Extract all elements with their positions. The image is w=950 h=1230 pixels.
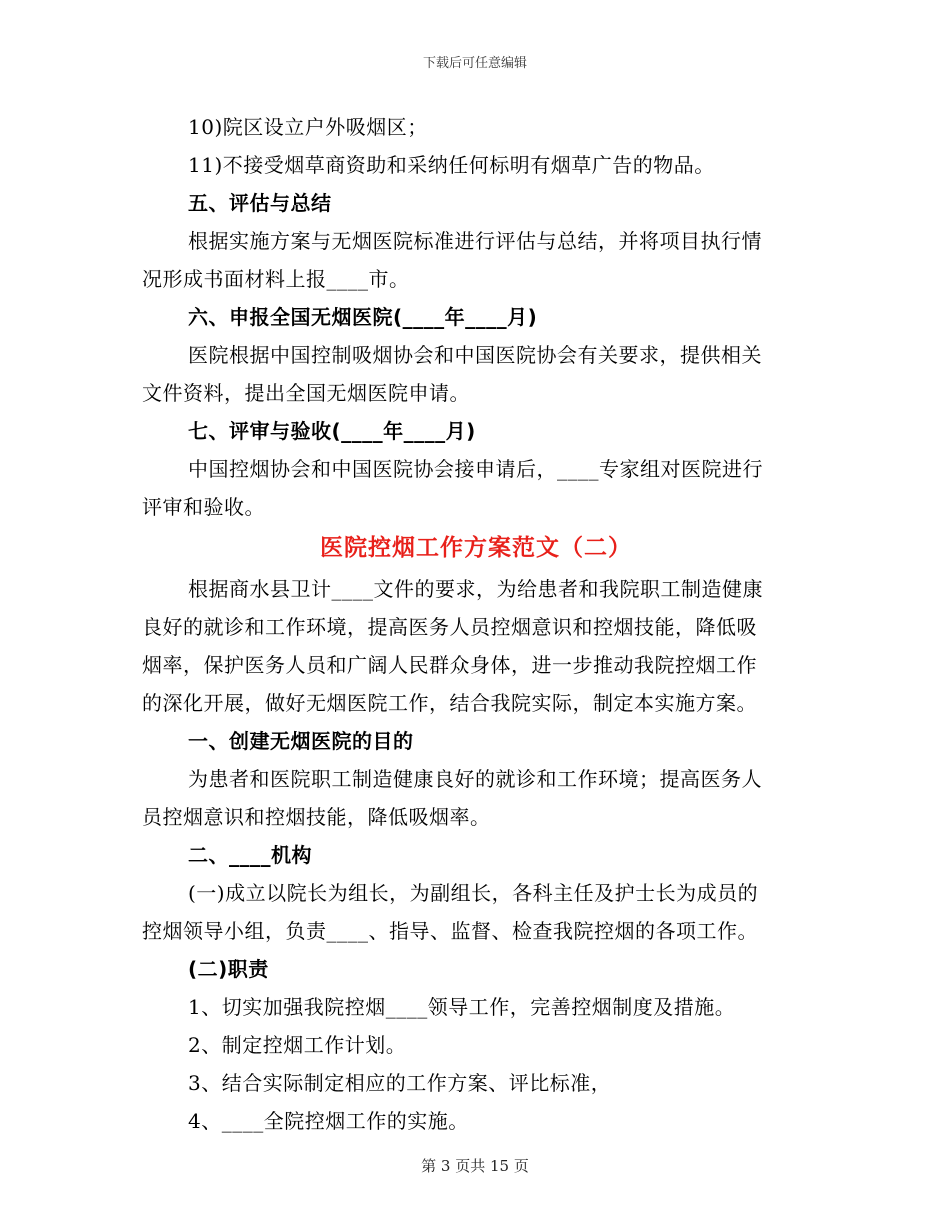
text-line: 的深化开展，做好无烟医院工作，结合我院实际，制定本实施方案。 bbox=[142, 691, 757, 715]
text-line: 评审和验收。 bbox=[142, 495, 265, 519]
section-heading: 七、评审与验收(____年____月) bbox=[188, 419, 476, 443]
document-body bbox=[142, 108, 810, 1140]
page-footer: 第 3 页共 15 页 bbox=[421, 1157, 529, 1175]
text-line: 4、____全院控烟工作的实施。 bbox=[188, 1109, 469, 1133]
text-line: 中国控烟协会和中国医院协会接申请后，____专家组对医院进行 bbox=[188, 457, 763, 481]
text-line: 控烟领导小组，负责____、指导、监督、检查我院控烟的各项工作。 bbox=[142, 919, 758, 943]
text-line: 根据实施方案与无烟医院标准进行评估与总结，并将项目执行情 bbox=[188, 229, 762, 253]
section-heading: 一、创建无烟医院的目的 bbox=[188, 729, 414, 753]
text-line: 11)不接受烟草商资助和采纳任何标明有烟草广告的物品。 bbox=[188, 153, 715, 177]
text-line: 2、制定控烟工作计划。 bbox=[188, 1033, 407, 1057]
text-line: 烟率，保护医务人员和广阔人民群众身体，进一步推动我院控烟工作 bbox=[142, 653, 757, 677]
text-line: 为患者和医院职工制造健康良好的就诊和工作环境；提高医务人 bbox=[188, 767, 762, 791]
text-line: (一)成立以院长为组长，为副组长，各科主任及护士长为成员的 bbox=[188, 881, 759, 905]
section-heading: 五、评估与总结 bbox=[188, 191, 332, 215]
text-line: 10)院区设立户外吸烟区； bbox=[188, 115, 428, 139]
section-heading: (二)职责 bbox=[188, 957, 269, 981]
text-line: 根据商水县卫计____文件的要求，为给患者和我院职工制造健康 bbox=[188, 577, 763, 601]
text-line: 3、结合实际制定相应的工作方案、评比标准， bbox=[188, 1071, 612, 1095]
text-line: 员控烟意识和控烟技能，降低吸烟率。 bbox=[142, 805, 491, 829]
section-heading: 六、申报全国无烟医院(____年____月) bbox=[188, 305, 538, 329]
text-line: 医院根据中国控制吸烟协会和中国医院协会有关要求，提供相关 bbox=[188, 343, 762, 367]
page-header: 下载后可任意编辑 bbox=[422, 56, 527, 71]
text-line: 良好的就诊和工作环境，提高医务人员控烟意识和控烟技能，降低吸 bbox=[142, 615, 757, 639]
section-heading: 二、____机构 bbox=[188, 843, 312, 867]
document-title: 医院控烟工作方案范文（二） bbox=[320, 535, 632, 561]
text-line: 1、切实加强我院控烟____领导工作，完善控烟制度及措施。 bbox=[188, 995, 736, 1019]
text-line: 况形成书面材料上报____市。 bbox=[142, 267, 410, 291]
text-line: 文件资料，提出全国无烟医院申请。 bbox=[142, 381, 470, 405]
